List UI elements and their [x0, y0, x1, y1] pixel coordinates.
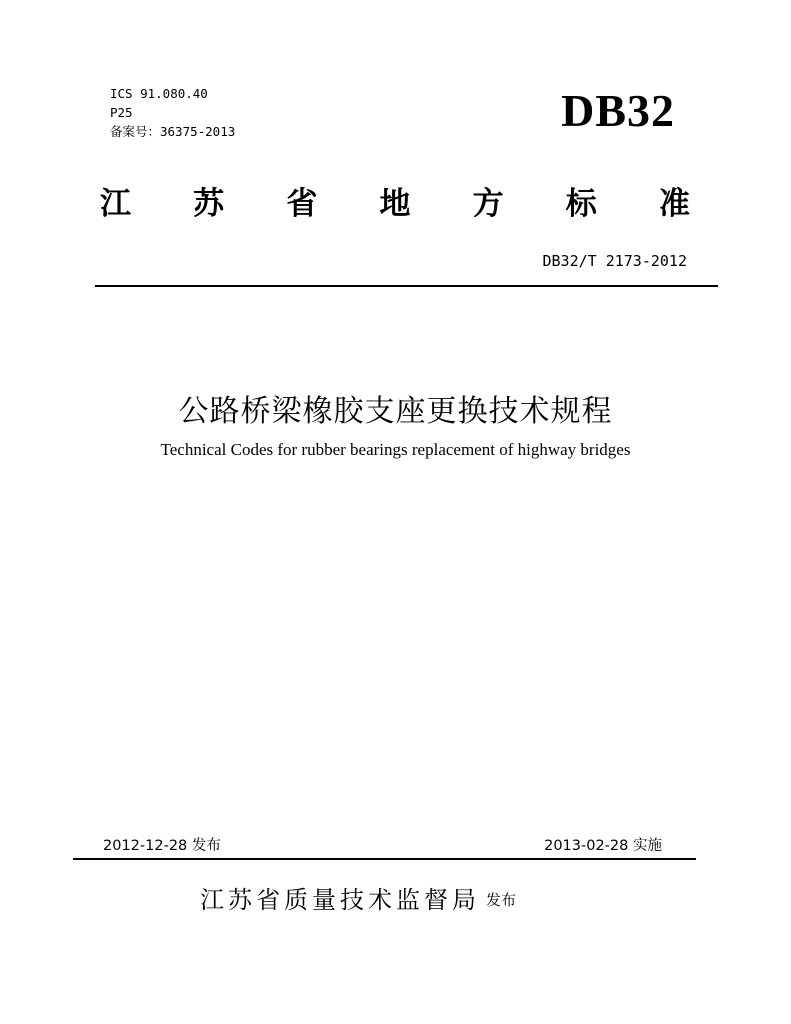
publisher-suffix: 发布 — [486, 891, 517, 909]
document-title-chinese: 公路桥梁橡胶支座更换技术规程 — [178, 394, 613, 429]
publish-date: 2012-12-28 发布 — [103, 838, 221, 854]
standard-type-char: 苏 — [193, 186, 225, 222]
standard-number: DB32/T 2173-2012 — [542, 252, 687, 270]
standard-type-title — [100, 178, 690, 223]
standard-code-mark: DB32 — [561, 85, 675, 136]
publisher-organization: 江苏省质量技术监督局 — [200, 886, 480, 914]
document-title-english: Technical Codes for rubber bearings replacement of highway bridges — [160, 440, 631, 459]
filing-number: 备案号：36375-2013 — [110, 124, 236, 139]
implementation-date: 2013-02-28 实施 — [544, 838, 662, 854]
standard-type-char: 方 — [472, 186, 504, 222]
top-divider — [95, 285, 718, 287]
ics-code: ICS 91.080.40 — [110, 86, 208, 101]
standard-type-char: 省 — [286, 186, 318, 222]
standard-type-char: 准 — [658, 186, 690, 222]
standard-type-char: 江 — [100, 186, 131, 222]
category-code: P25 — [110, 105, 133, 120]
document-meta — [110, 84, 235, 141]
bottom-divider — [73, 858, 696, 860]
standard-type-char: 标 — [565, 186, 597, 222]
standard-type-char: 地 — [379, 186, 411, 222]
publisher — [200, 880, 516, 915]
